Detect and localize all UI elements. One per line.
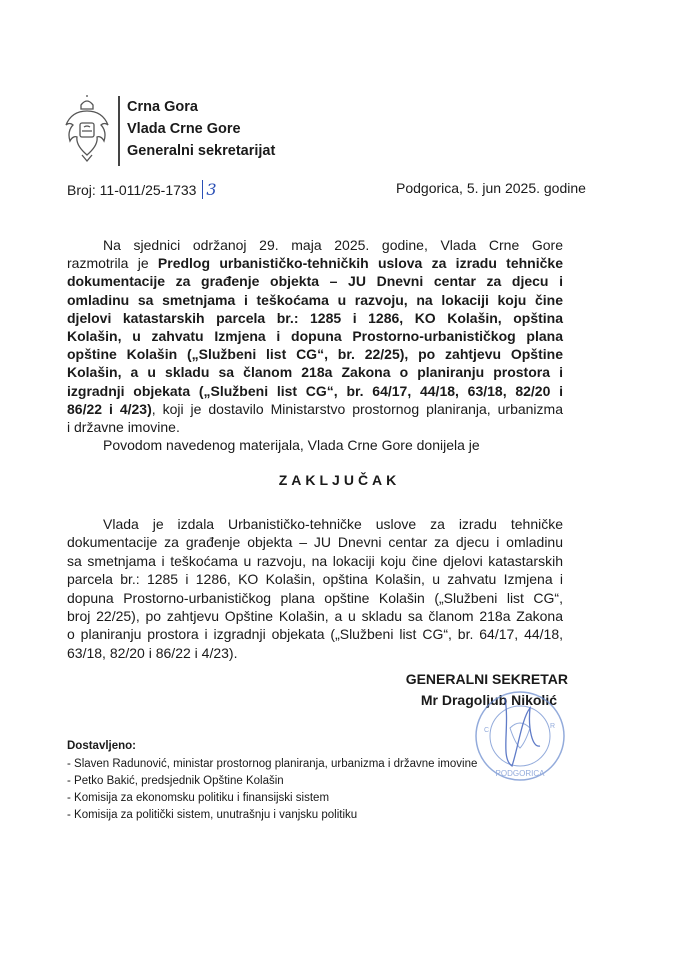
text-segment: Predlog urbanističko-tehničkih uslova za izradu tehničke <box>157 255 563 272</box>
text-line <box>67 328 563 344</box>
text-segment: dokumentacije za građenje objekta – JU Dnevni centar za djecu i <box>67 273 563 290</box>
distribution-item: - Komisija za politički sistem, unutrašnju i vanjsku politiku <box>67 809 358 821</box>
text-line <box>67 255 563 271</box>
svg-text:R: R <box>550 723 556 730</box>
signature-name: Mr Dragoljub Nikolić <box>420 692 557 708</box>
text-segment: , koji je dostavilo Ministarstvo prostornog planiranja, urbanizma <box>151 400 563 417</box>
text-segment: o planiranju prostora i izgradnji objekata („Službeni list CG“, br. 64/17, 44/18, <box>67 626 563 643</box>
coat-of-arms-icon <box>62 95 112 168</box>
signature-title: GENERALNI SEKRETAR <box>405 671 568 687</box>
text-segment: Kolašin, u zahvatu Izmjena i dopuna Prostorno-urbanističkog plana <box>67 328 563 344</box>
text-line <box>67 310 563 326</box>
svg-text:C: C <box>484 727 490 734</box>
text-segment: Kolašin, a u skladu sa članom 218a Zakona o planiranju prostora i <box>67 364 563 381</box>
text-line <box>67 346 563 362</box>
text-line <box>67 608 563 624</box>
reference-handwritten: 3 <box>202 180 216 199</box>
text-line <box>67 273 563 289</box>
reference-number-text: Broj: 11-011/25-1733 <box>67 182 197 198</box>
text-segment: 86/22 i 4/23) <box>67 400 152 417</box>
text-segment: 63/18, 82/20 i 86/22 i 4/23). <box>67 644 238 661</box>
text-segment: djelovi katastarskih parcela br.: 1285 i 1286, KO Kolašin, opština <box>67 309 563 326</box>
text-segment: izgradnji objekata („Službeni list CG“, br. 64/17, 44/18, 63/18, 82/20 i <box>67 382 563 399</box>
text-line <box>67 553 563 569</box>
text-segment: Na sjednici održanoj 29. maja 2025. godine, Vlada Crne Gore <box>103 237 563 253</box>
header-government: Vlada Crne Gore <box>127 121 241 137</box>
text-segment: opštine Kolašin („Službeni list CG“, br. 22/25), po zahtjevu Opštine <box>67 346 563 363</box>
text-line <box>67 626 563 642</box>
text-line <box>67 364 563 380</box>
text-segment: sa smetnjama i teškoćama u razvoju, na lokaciji koju čine djelovi katastarskih <box>67 552 563 569</box>
conclusion-title: ZAKLJUČAK <box>278 472 401 488</box>
text-segment: i državne imovine. <box>67 419 180 435</box>
header-divider <box>118 96 120 166</box>
text-segment: razmotrila je <box>67 255 158 272</box>
distribution-item: - Slaven Radunović, ministar prostornog planiranja, urbanizma i državne imovine <box>67 758 478 770</box>
header-country: Crna Gora <box>127 99 198 115</box>
text-line <box>67 645 563 661</box>
text-line <box>67 419 563 435</box>
text-line <box>67 590 563 606</box>
text-line <box>103 237 563 253</box>
distribution-item: - Komisija za ekonomsku politiku i finansijski sistem <box>67 792 330 804</box>
svg-text:PODGORICA: PODGORICA <box>495 769 545 778</box>
header-department: Generalni sekretarijat <box>127 143 276 159</box>
distribution-item: - Petko Bakić, predsjednik Opštine Kolašin <box>67 775 284 787</box>
text-line <box>103 516 563 532</box>
text-segment: Povodom navedenog materijala, Vlada Crne Gore donijela je <box>103 437 480 454</box>
text-line <box>67 383 563 399</box>
place-date: Podgorica, 5. jun 2025. godine <box>396 180 586 196</box>
text-line <box>67 292 563 308</box>
text-line <box>103 437 563 453</box>
text-segment: broj 22/25), po zahtjevu Opštine Kolašin, a u skladu sa članom 218a Zakona <box>67 608 563 624</box>
text-line <box>67 401 563 417</box>
text-segment: Vlada je izdala Urbanističko-tehničke uslove za izradu tehničke <box>103 516 563 532</box>
text-line <box>67 534 563 550</box>
reference-number <box>67 180 217 199</box>
text-line <box>67 571 563 587</box>
official-stamp-icon <box>470 688 570 789</box>
text-segment: dopuna Prostorno-urbanističkog plana opštine Kolašin („Službeni list CG“, <box>67 589 563 606</box>
text-segment: parcela br.: 1285 i 1286, KO Kolašin, opština Kolašin, u zahvatu Izmjena i <box>67 571 563 588</box>
distribution-label: Dostavljeno: <box>67 740 137 752</box>
text-segment: omladinu sa smetnjama i teškoćama u razvoju, na lokaciji koju čine <box>67 291 563 308</box>
text-segment: dokumentacije za građenje objekta – JU Dnevni centar za djecu i omladinu <box>67 534 563 551</box>
